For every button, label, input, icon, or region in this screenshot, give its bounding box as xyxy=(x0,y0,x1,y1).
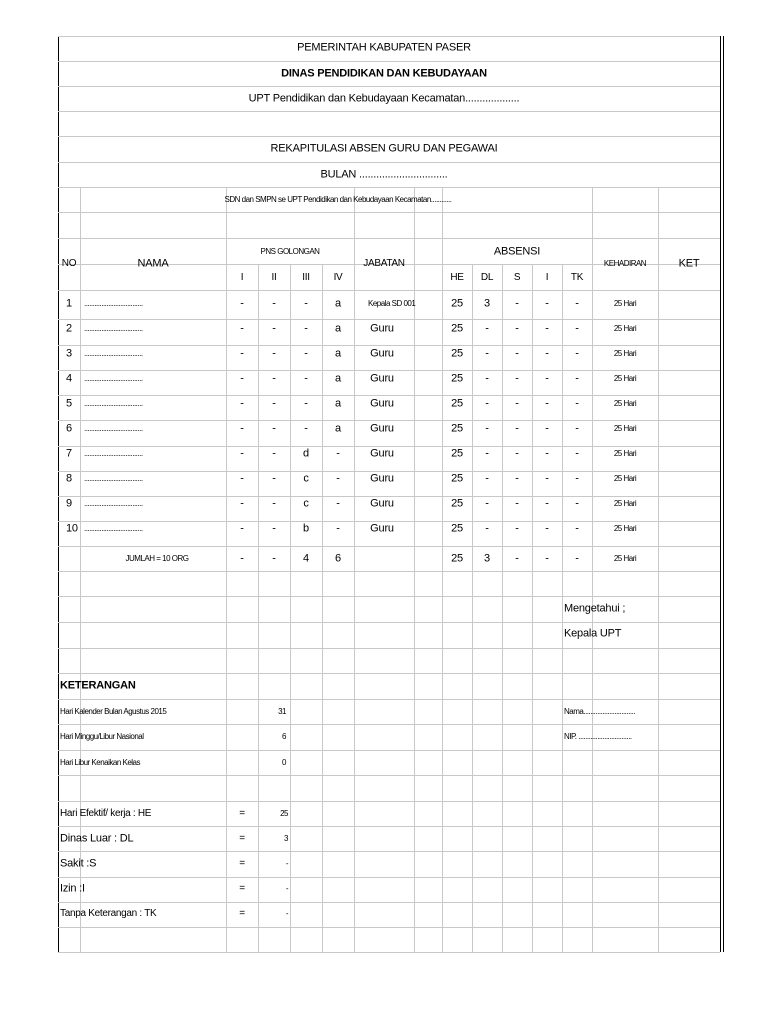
total-label: JUMLAH = 10 ORG xyxy=(125,554,189,563)
row-abs-5: - xyxy=(575,397,579,410)
row-kehadiran: 25 Hari xyxy=(613,524,637,534)
col-header-abs-s: S xyxy=(513,272,521,283)
legend-label: Dinas Luar : DL xyxy=(60,832,134,845)
row-abs-3: - xyxy=(515,497,519,510)
row-gol-3: - xyxy=(304,347,308,360)
column-border xyxy=(290,264,291,952)
row-border xyxy=(58,238,720,239)
sheet-edge-border xyxy=(723,36,724,952)
report-title: REKAPITULASI ABSEN GURU DAN PEGAWAI xyxy=(270,142,498,155)
row-border xyxy=(58,927,720,928)
row-abs-3: - xyxy=(515,347,519,360)
row-abs-1: 25 xyxy=(451,297,463,310)
row-abs-2: - xyxy=(485,372,489,385)
row-border xyxy=(58,420,720,421)
row-no: 1 xyxy=(66,297,72,310)
row-no: 9 xyxy=(66,497,72,510)
row-border xyxy=(58,546,720,547)
row-gol-3: - xyxy=(304,397,308,410)
row-nama: .................................. xyxy=(84,398,143,408)
row-border xyxy=(442,264,592,265)
row-jabatan: Guru xyxy=(370,522,394,535)
row-gol-1: - xyxy=(240,472,244,485)
row-abs-5: - xyxy=(575,372,579,385)
row-border xyxy=(58,187,720,188)
row-abs-3: - xyxy=(515,522,519,535)
row-gol-2: - xyxy=(272,522,276,535)
col-header-abs-he: HE xyxy=(450,272,464,283)
col-header-no: NO xyxy=(61,258,77,269)
row-abs-3: - xyxy=(515,472,519,485)
row-abs-3: - xyxy=(515,297,519,310)
legend-equals: = xyxy=(239,833,245,844)
row-abs-2: 3 xyxy=(484,297,490,310)
row-nama: .................................. xyxy=(84,373,143,383)
row-jabatan: Guru xyxy=(370,397,394,410)
row-abs-2: - xyxy=(485,497,489,510)
row-abs-2: - xyxy=(485,447,489,460)
row-no: 5 xyxy=(66,397,72,410)
row-gol-1: - xyxy=(240,347,244,360)
column-border xyxy=(658,187,659,952)
row-kehadiran: 25 Hari xyxy=(613,373,637,383)
column-border xyxy=(354,187,355,952)
col-header-abs-tk: TK xyxy=(570,272,584,283)
row-abs-2: - xyxy=(485,522,489,535)
row-gol-3: b xyxy=(303,522,309,535)
row-kehadiran: 25 Hari xyxy=(613,424,637,434)
row-abs-5: - xyxy=(575,322,579,335)
legend-equals: = xyxy=(239,858,245,869)
row-abs-2: - xyxy=(485,472,489,485)
row-gol-3: - xyxy=(304,322,308,335)
row-abs-5: - xyxy=(575,347,579,360)
row-abs-1: 25 xyxy=(451,472,463,485)
row-border xyxy=(58,826,720,827)
row-border xyxy=(58,699,720,700)
row-gol-4: a xyxy=(335,397,341,410)
row-gol-2: - xyxy=(272,422,276,435)
row-abs-5: - xyxy=(575,472,579,485)
row-border xyxy=(58,86,720,87)
row-no: 2 xyxy=(66,322,72,335)
row-gol-3: - xyxy=(304,372,308,385)
row-border xyxy=(58,61,720,62)
row-abs-5: - xyxy=(575,422,579,435)
total-gol-1: - xyxy=(240,552,244,565)
row-gol-2: - xyxy=(272,372,276,385)
row-abs-4: - xyxy=(545,447,549,460)
row-gol-4: - xyxy=(336,447,340,460)
row-border xyxy=(58,111,720,112)
row-border xyxy=(58,521,720,522)
legend-value: 25 xyxy=(280,809,288,818)
row-kehadiran: 25 Hari xyxy=(613,323,637,333)
row-abs-3: - xyxy=(515,372,519,385)
total-abs-2: 3 xyxy=(484,552,490,565)
row-abs-4: - xyxy=(545,472,549,485)
row-gol-2: - xyxy=(272,322,276,335)
column-border xyxy=(532,264,533,952)
col-header-jabatan: JABATAN xyxy=(363,258,405,269)
row-abs-4: - xyxy=(545,397,549,410)
row-gol-2: - xyxy=(272,472,276,485)
row-border xyxy=(58,36,720,37)
row-gol-1: - xyxy=(240,397,244,410)
keterangan-item-value: 0 xyxy=(282,758,286,767)
row-jabatan: Kepala SD 001 xyxy=(368,298,416,308)
row-border xyxy=(58,648,720,649)
row-gol-4: a xyxy=(335,322,341,335)
row-kehadiran: 25 Hari xyxy=(613,298,637,308)
row-abs-3: - xyxy=(515,397,519,410)
row-gol-1: - xyxy=(240,522,244,535)
row-border xyxy=(58,851,720,852)
row-kehadiran: 25 Hari xyxy=(613,499,637,509)
row-kehadiran: 25 Hari xyxy=(613,449,637,459)
row-abs-5: - xyxy=(575,297,579,310)
legend-value: - xyxy=(285,884,288,893)
row-abs-4: - xyxy=(545,522,549,535)
table-left-border xyxy=(58,36,59,952)
header-upt: UPT Pendidikan dan Kebudayaan Kecamatan................... xyxy=(248,92,520,105)
row-border xyxy=(58,902,720,903)
row-gol-3: d xyxy=(303,447,309,460)
col-header-pns-golongan: PNS GOLONGAN xyxy=(260,247,320,256)
total-gol-3: 4 xyxy=(303,552,309,565)
col-header-ket: KET xyxy=(678,257,700,270)
row-gol-4: a xyxy=(335,297,341,310)
column-border xyxy=(502,264,503,952)
row-gol-3: - xyxy=(304,297,308,310)
legend-value: 3 xyxy=(284,834,288,843)
row-border xyxy=(58,801,720,802)
row-no: 10 xyxy=(66,522,78,535)
row-jabatan: Guru xyxy=(370,372,394,385)
row-border xyxy=(58,319,720,320)
legend-label: Izin :I xyxy=(60,882,85,895)
row-gol-1: - xyxy=(240,372,244,385)
row-no: 3 xyxy=(66,347,72,360)
col-header-nama: NAMA xyxy=(137,257,169,270)
row-gol-4: a xyxy=(335,372,341,385)
total-abs-1: 25 xyxy=(451,552,463,565)
row-jabatan: Guru xyxy=(370,497,394,510)
row-kehadiran: 25 Hari xyxy=(613,348,637,358)
row-gol-4: a xyxy=(335,422,341,435)
row-abs-5: - xyxy=(575,522,579,535)
row-abs-1: 25 xyxy=(451,422,463,435)
row-abs-3: - xyxy=(515,422,519,435)
row-abs-1: 25 xyxy=(451,522,463,535)
row-gol-3: - xyxy=(304,422,308,435)
row-kehadiran: 25 Hari xyxy=(613,398,637,408)
row-abs-1: 25 xyxy=(451,397,463,410)
row-abs-1: 25 xyxy=(451,347,463,360)
table-right-border xyxy=(720,36,721,952)
row-border xyxy=(58,775,720,776)
row-border xyxy=(58,673,720,674)
row-border xyxy=(58,345,720,346)
keterangan-item-value: 6 xyxy=(282,732,286,741)
row-jabatan: Guru xyxy=(370,447,394,460)
row-abs-3: - xyxy=(515,322,519,335)
row-gol-3: c xyxy=(303,497,309,510)
col-header-kehadiran: KEHADIRAN xyxy=(603,259,647,268)
total-abs-5: - xyxy=(575,552,579,565)
row-abs-4: - xyxy=(545,422,549,435)
column-border xyxy=(442,187,443,952)
signature-kepala-upt: Kepala UPT xyxy=(564,627,622,640)
row-border xyxy=(58,212,720,213)
total-abs-3: - xyxy=(515,552,519,565)
row-nama: .................................. xyxy=(84,298,143,308)
row-abs-4: - xyxy=(545,372,549,385)
keterangan-item-label: Hari Minggu/Libur Nasional xyxy=(60,732,144,741)
row-gol-1: - xyxy=(240,447,244,460)
col-header-abs-i: I xyxy=(545,272,549,283)
row-kehadiran: 25 Hari xyxy=(613,474,637,484)
row-border xyxy=(58,136,720,137)
row-abs-2: - xyxy=(485,397,489,410)
header-government: PEMERINTAH KABUPATEN PASER xyxy=(297,41,471,54)
row-abs-4: - xyxy=(545,347,549,360)
row-nama: .................................. xyxy=(84,348,143,358)
row-gol-4: - xyxy=(336,497,340,510)
row-no: 4 xyxy=(66,372,72,385)
col-header-absensi: ABSENSI xyxy=(493,245,541,258)
col-header-gol-1: I xyxy=(240,272,244,283)
row-abs-5: - xyxy=(575,447,579,460)
header-department: DINAS PENDIDIKAN DAN KEBUDAYAAN xyxy=(281,67,487,80)
row-border xyxy=(58,370,720,371)
column-border xyxy=(562,264,563,952)
row-border xyxy=(58,596,720,597)
row-abs-2: - xyxy=(485,422,489,435)
row-border xyxy=(58,571,720,572)
row-border xyxy=(58,952,720,953)
row-abs-2: - xyxy=(485,322,489,335)
row-border xyxy=(58,877,720,878)
row-gol-4: - xyxy=(336,472,340,485)
signature-nip: NIP. ............................... xyxy=(564,732,632,741)
col-header-abs-dl: DL xyxy=(480,272,494,283)
signature-nama: Nama.............................. xyxy=(564,707,636,716)
column-border xyxy=(472,264,473,952)
row-gol-2: - xyxy=(272,497,276,510)
row-jabatan: Guru xyxy=(370,322,394,335)
row-no: 7 xyxy=(66,447,72,460)
row-abs-2: - xyxy=(485,347,489,360)
row-abs-5: - xyxy=(575,497,579,510)
row-gol-4: - xyxy=(336,522,340,535)
row-border xyxy=(58,395,720,396)
report-subtitle: SDN dan SMPN se UPT Pendidikan dan Kebudayaan Kecamatan............ xyxy=(224,195,452,204)
keterangan-title: KETERANGAN xyxy=(60,679,136,692)
row-gol-1: - xyxy=(240,422,244,435)
col-header-gol-4: IV xyxy=(333,272,343,283)
row-gol-2: - xyxy=(272,297,276,310)
legend-value: - xyxy=(285,859,288,868)
row-gol-2: - xyxy=(272,397,276,410)
signature-mengetahui: Mengetahui ; xyxy=(564,602,626,615)
row-gol-4: a xyxy=(335,347,341,360)
row-nama: .................................. xyxy=(84,323,143,333)
column-border xyxy=(258,264,259,952)
row-no: 8 xyxy=(66,472,72,485)
row-no: 6 xyxy=(66,422,72,435)
row-abs-4: - xyxy=(545,497,549,510)
row-border xyxy=(58,290,720,291)
row-gol-1: - xyxy=(240,297,244,310)
row-nama: .................................. xyxy=(84,499,143,509)
row-jabatan: Guru xyxy=(370,472,394,485)
total-gol-4: 6 xyxy=(335,552,341,565)
row-nama: .................................. xyxy=(84,474,143,484)
row-nama: .................................. xyxy=(84,524,143,534)
legend-equals: = xyxy=(239,883,245,894)
column-border xyxy=(226,187,227,952)
row-nama: .................................. xyxy=(84,449,143,459)
keterangan-item-label: Hari Kalender Bulan Agustus 2015 xyxy=(60,707,167,716)
row-border xyxy=(58,724,720,725)
total-gol-2: - xyxy=(272,552,276,565)
row-jabatan: Guru xyxy=(370,422,394,435)
row-gol-2: - xyxy=(272,347,276,360)
row-gol-1: - xyxy=(240,322,244,335)
row-gol-2: - xyxy=(272,447,276,460)
keterangan-item-value: 31 xyxy=(278,707,286,716)
column-border xyxy=(592,187,593,952)
total-kehadiran: 25 Hari xyxy=(613,554,637,563)
col-header-gol-3: III xyxy=(302,272,310,283)
legend-value: - xyxy=(285,909,288,918)
row-abs-1: 25 xyxy=(451,447,463,460)
row-abs-4: - xyxy=(545,297,549,310)
legend-label: Hari Efektif/ kerja : HE xyxy=(60,808,152,819)
row-jabatan: Guru xyxy=(370,347,394,360)
legend-equals: = xyxy=(239,808,245,819)
column-border xyxy=(322,264,323,952)
legend-equals: = xyxy=(239,908,245,919)
keterangan-item-label: Hari Libur Kenaikan Kelas xyxy=(60,758,140,767)
row-abs-1: 25 xyxy=(451,372,463,385)
row-border xyxy=(58,622,720,623)
total-abs-4: - xyxy=(545,552,549,565)
row-border xyxy=(58,750,720,751)
row-gol-1: - xyxy=(240,497,244,510)
row-abs-1: 25 xyxy=(451,322,463,335)
row-abs-3: - xyxy=(515,447,519,460)
row-nama: .................................. xyxy=(84,424,143,434)
col-header-gol-2: II xyxy=(271,272,277,283)
row-border xyxy=(58,162,720,163)
legend-label: Sakit :S xyxy=(60,857,97,870)
row-gol-3: c xyxy=(303,472,309,485)
row-abs-4: - xyxy=(545,322,549,335)
legend-label: Tanpa Keterangan : TK xyxy=(60,908,157,919)
report-month: BULAN ............................... xyxy=(320,168,448,181)
row-border xyxy=(58,496,720,497)
row-abs-1: 25 xyxy=(451,497,463,510)
